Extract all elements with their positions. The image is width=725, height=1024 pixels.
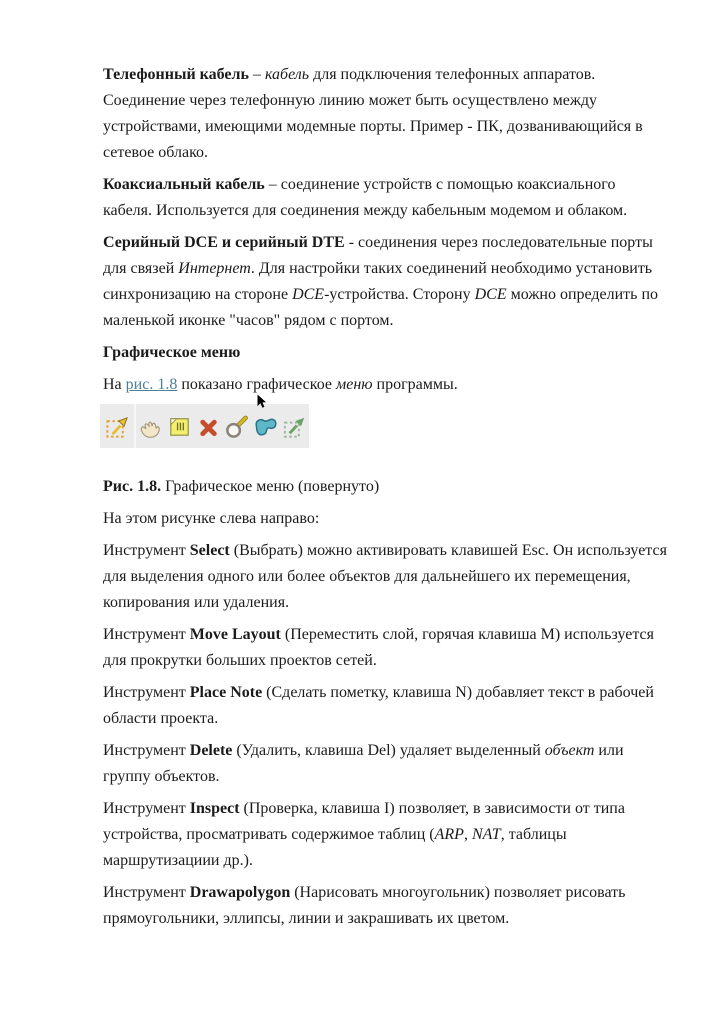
text-run: (Переместить слой, горячая клавиша M) используется для прокрутки больших проектов сетей. — [103, 626, 654, 669]
text-run: (Удалить, клавиша Del) удаляет выделенный — [232, 742, 545, 759]
toolbar-segment-2 — [136, 404, 309, 448]
paragraph-draw-polygon-tool — [103, 880, 667, 932]
text-run: -устройства. Сторону — [324, 286, 475, 303]
paragraph-figure-intro — [103, 372, 667, 398]
delete-x-icon[interactable] — [195, 413, 222, 440]
text-run: , таблицы маршрутизациии др.). — [103, 826, 567, 869]
text-run: Рис. 1.8. — [103, 478, 162, 495]
text-run: (Выбрать) можно активировать клавишей Esc. Он используется для выделения одного или более объектов для дальнейшего их перемещения, копирования или удаления. — [103, 542, 667, 611]
draw-polygon-icon[interactable] — [252, 413, 279, 440]
text-run: для подключения телефонных аппаратов. Соединение через телефонную линию может быть осуществлено между устройствами, имеющими модемные порты. Пример - ПК, дозванивающийся в сетевое облако. — [103, 66, 643, 161]
text-run: . Для настройки таких соединений необходимо установить синхронизацию на стороне — [103, 260, 653, 303]
figure-caption — [103, 474, 667, 500]
mouse-cursor-icon — [257, 394, 267, 409]
text-run: программы. — [372, 376, 458, 393]
text-run: - соединения через последовательные порты для связей — [103, 234, 653, 277]
text-run: Place Note — [189, 684, 263, 701]
text-run: ARP — [434, 826, 464, 843]
text-run: Инструмент — [103, 626, 190, 643]
text-run: меню — [336, 376, 373, 393]
figure-1-8-link[interactable]: рис. 1.8 — [125, 376, 178, 393]
text-run: или группу объектов. — [103, 742, 624, 785]
text-run: Select — [189, 542, 230, 559]
text-run: показано графическое — [177, 376, 337, 393]
text-run: – — [248, 66, 265, 83]
move-layout-hand-icon[interactable] — [137, 413, 164, 440]
text-run: Графическое меню (повернуто) — [161, 478, 380, 495]
text-run: Интернет — [178, 260, 251, 277]
text-run: , — [463, 826, 472, 843]
paragraph-inspect-tool — [103, 796, 667, 874]
text-run: (Проверка, клавиша I) позволяет, в зависимости от типа устройства, просматривать содержимое таблиц ( — [103, 800, 625, 843]
place-note-icon[interactable] — [166, 413, 193, 440]
paragraph-serial-dce-dte — [103, 230, 667, 334]
paragraph-move-layout-tool — [103, 622, 667, 674]
text-run: DCE — [474, 286, 507, 303]
text-run: На — [103, 376, 126, 393]
text-run: (Нарисовать многоугольник) позволяет рисовать прямоугольники, эллипсы, линии и закрашивать их цветом. — [103, 884, 626, 927]
paragraph-select-tool — [103, 538, 667, 616]
paragraph-place-note-tool — [103, 680, 667, 732]
text-run: Инструмент — [103, 800, 190, 817]
text-run: Инструмент — [103, 742, 190, 759]
graphic-menu-toolbar — [100, 404, 309, 448]
resize-shape-icon[interactable] — [281, 413, 308, 440]
paragraph-delete-tool — [103, 738, 667, 790]
text-run: NAT — [471, 826, 501, 843]
text-run: Move Layout — [189, 626, 281, 643]
text-run: DCE — [292, 286, 325, 303]
text-run: Инструмент — [103, 684, 190, 701]
paragraph-coaxial-cable — [103, 172, 667, 224]
paragraph-list-intro: На этом рисунке слева направо: — [103, 510, 320, 527]
text-run: можно определить по маленькой иконке "часов" рядом с портом. — [103, 286, 659, 329]
text-run: кабель — [264, 66, 310, 83]
text-run: Инструмент — [103, 884, 190, 901]
text-run: Коаксиальный кабель — [103, 176, 265, 193]
inspect-magnifier-icon[interactable] — [223, 413, 250, 440]
paragraph-telephone-cable — [103, 62, 667, 166]
text-run: объект — [544, 742, 595, 759]
figure-1-8-toolbar-image — [100, 404, 309, 448]
text-run: (Сделать пометку, клавиша N) добавляет текст в рабочей области проекта. — [103, 684, 654, 727]
text-run: Телефонный кабель — [103, 66, 249, 83]
text-run: Delete — [189, 742, 233, 759]
section-heading-graphic-menu: Графическое меню — [103, 344, 241, 361]
text-run: Инструмент — [103, 542, 190, 559]
text-run: Серийный DCE и серийный DTE — [103, 234, 345, 251]
text-run: Drawapolygon — [189, 884, 291, 901]
text-run: – соединение устройств с помощью коаксиального кабеля. Используется для соединения между кабельным модемом и облаком. — [103, 176, 628, 219]
select-tool-icon[interactable] — [104, 413, 131, 440]
text-run: Inspect — [189, 800, 240, 817]
toolbar-segment-1 — [100, 404, 136, 448]
